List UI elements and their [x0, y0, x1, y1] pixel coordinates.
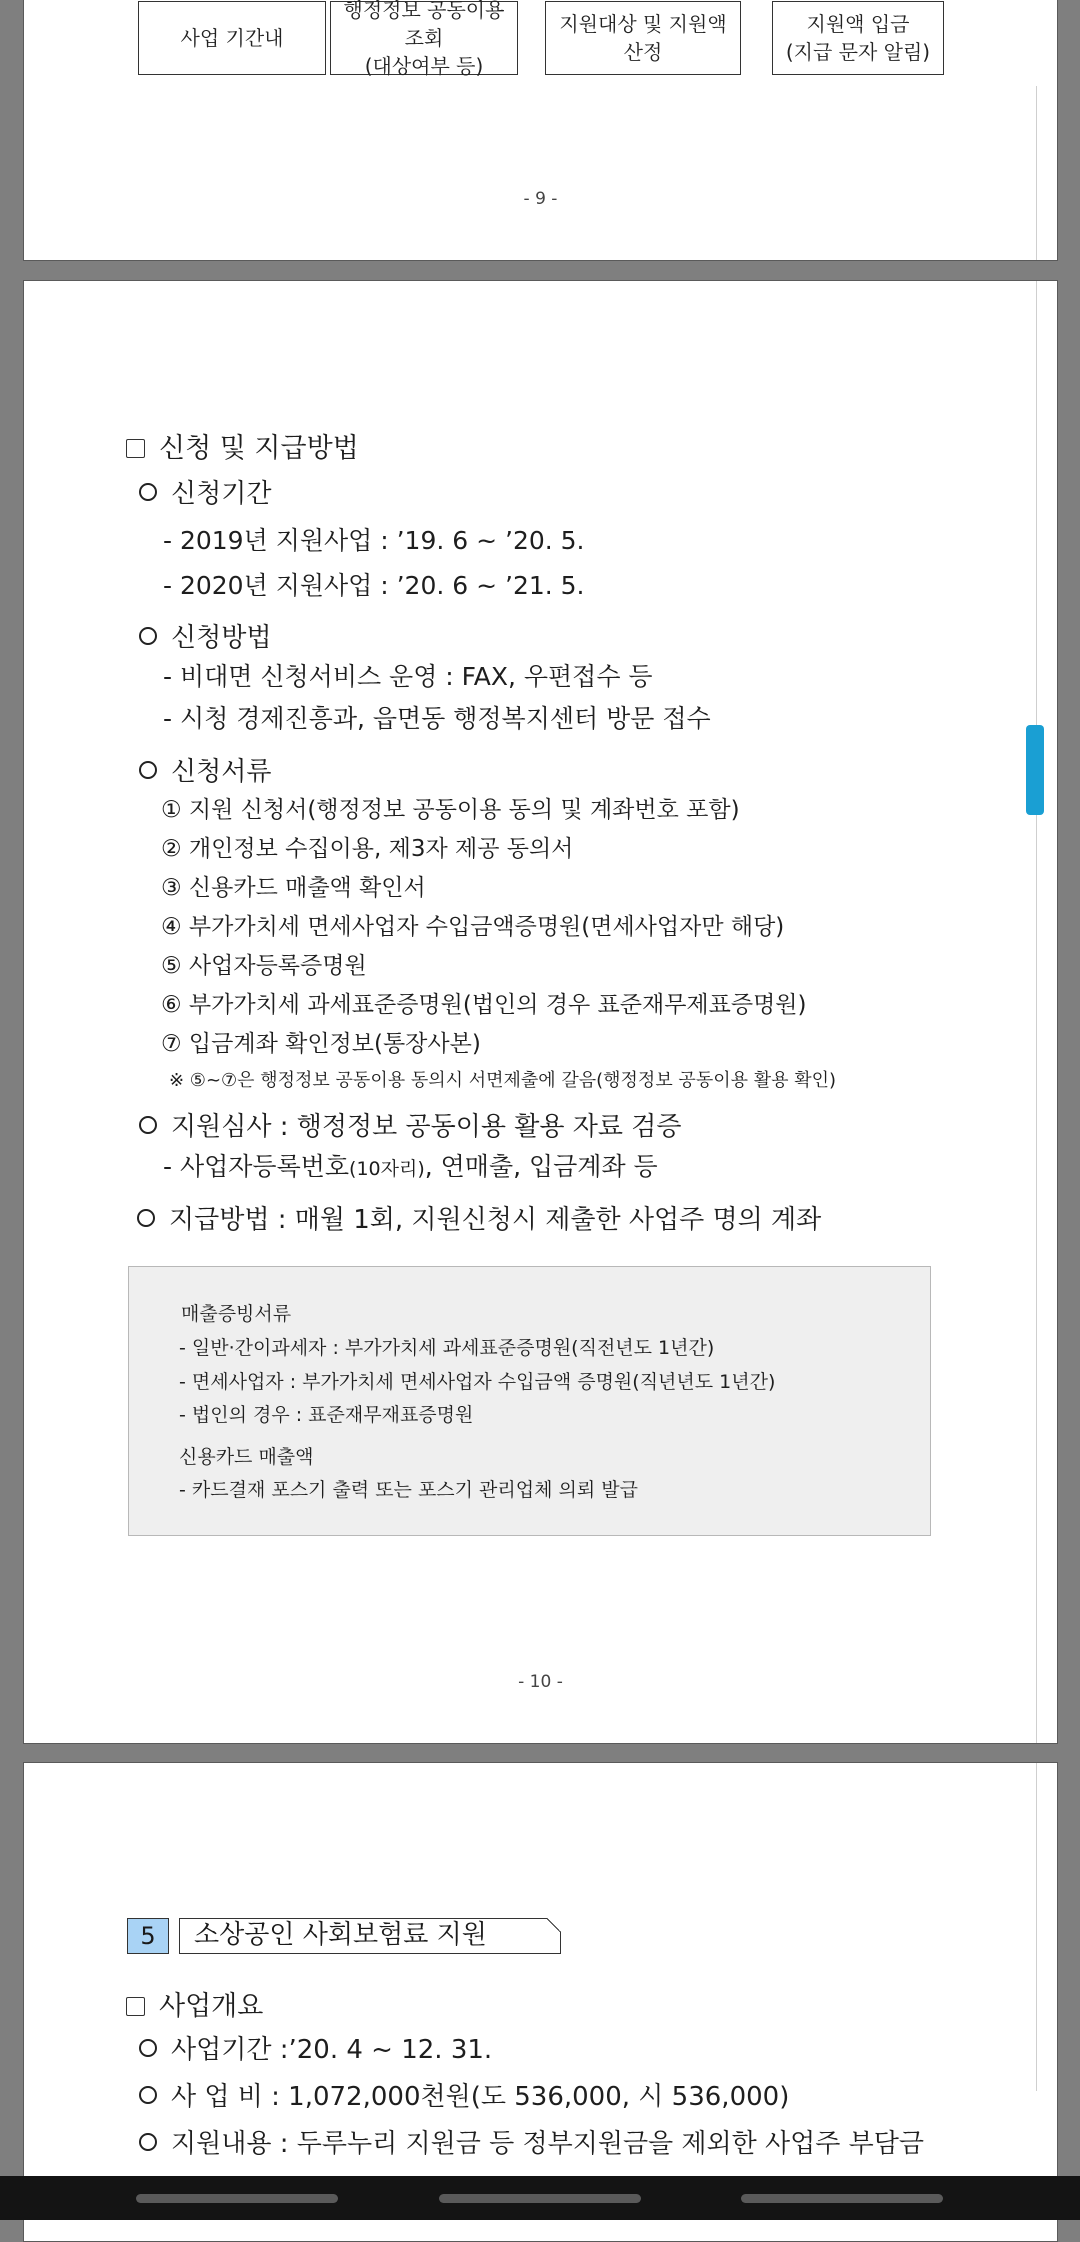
period-item: - 2019년 지원사업 : ’19. 6 ~ ’20. 5. [163, 526, 585, 555]
infobox-title: 매출증빙서류 [181, 1303, 292, 1325]
circle-bullet-icon [137, 1209, 155, 1227]
document-item: ④ 부가가치세 면세사업자 수입금액증명원(면세사업자만 해당) [161, 914, 785, 940]
circle-bullet-icon [139, 1116, 157, 1134]
flow-box-3: 지원대상 및 지원액 산정 [545, 1, 741, 75]
infobox-item: - 법인의 경우 : 표준재무재표증명원 [179, 1404, 474, 1426]
document-item: ⑤ 사업자등록증명원 [161, 953, 367, 979]
nav-back-button[interactable] [741, 2194, 943, 2203]
overview-line: 사 업 비 : 1,072,000천원(도 536,000, 시 536,000) [139, 2076, 789, 2113]
review-heading: 지원심사 : 행정정보 공동이용 활용 자료 검증 [139, 1106, 681, 1143]
documents-heading: 신청서류 [139, 751, 271, 788]
checkbox-square-icon [126, 1997, 145, 2016]
nav-home-button[interactable] [439, 2194, 641, 2203]
document-item: ⑥ 부가가치세 과세표준증명원(법인의 경우 표준재무제표증명원) [161, 992, 807, 1018]
flow-box-4: 지원액 입금 (지급 문자 알림) [772, 1, 944, 75]
document-page-10 [23, 280, 1058, 1744]
overview-line: 지원내용 : 두루누리 지원금 등 정부지원금을 제외한 사업주 부담금 [139, 2123, 924, 2160]
document-page-11 [23, 1762, 1058, 2242]
page-margin-rule [1036, 281, 1037, 1744]
checkbox-square-icon [126, 439, 145, 458]
method-item: - 비대면 신청서비스 운영 : FAX, 우편접수 등 [163, 662, 653, 691]
period-heading: 신청기간 [139, 473, 271, 510]
page-number: - 9 - [523, 189, 558, 209]
document-item: ③ 신용카드 매출액 확인서 [161, 875, 426, 901]
section-number-badge: 5 [127, 1918, 169, 1954]
document-item: ① 지원 신청서(행정정보 공동이용 동의 및 계좌번호 포함) [161, 797, 740, 823]
scrollbar-thumb[interactable] [1026, 725, 1044, 815]
section-title: 소상공인 사회보험료 지원 [194, 1920, 487, 1950]
folded-corner-icon [547, 1918, 561, 1932]
circle-bullet-icon [139, 761, 157, 779]
section-title-box [179, 1918, 561, 1954]
page-margin-rule [1036, 86, 1037, 261]
document-item: ⑦ 입금계좌 확인정보(통장사본) [161, 1031, 481, 1057]
review-item: - 사업자등록번호(10자리), 연매출, 입금계좌 등 [163, 1152, 658, 1181]
infobox-item: - 면세사업자 : 부가가치세 면세사업자 수입금액 증명원(직년년도 1년간) [179, 1371, 776, 1393]
overview-heading: 사업개요 [126, 1984, 263, 2023]
nav-recent-button[interactable] [136, 2194, 338, 2203]
method-item: - 시청 경제진흥과, 읍면동 행정복지센터 방문 접수 [163, 704, 711, 733]
documents-note: ※ ⑤~⑦은 행정정보 공동이용 동의시 서면제출에 갈음(행정정보 공동이용 활용 확인) [169, 1070, 837, 1091]
period-item: - 2020년 지원사업 : ’20. 6 ~ ’21. 5. [163, 571, 585, 600]
circle-bullet-icon [139, 2086, 157, 2104]
evidence-info-box [128, 1266, 931, 1536]
infobox-item: - 카드결재 포스기 출력 또는 포스기 관리업체 의뢰 발급 [179, 1479, 638, 1501]
infobox-item: - 일반·간이과세자 : 부가가치세 과세표준증명원(직전년도 1년간) [179, 1337, 715, 1359]
page-margin-rule [1036, 1763, 1037, 2091]
document-page-9 [23, 0, 1058, 261]
circle-bullet-icon [139, 2133, 157, 2151]
circle-bullet-icon [139, 627, 157, 645]
circle-bullet-icon [139, 483, 157, 501]
infobox-title: 신용카드 매출액 [179, 1446, 314, 1468]
page-number: - 10 - [518, 1672, 563, 1692]
document-item: ② 개인정보 수집이용, 제3자 제공 동의서 [161, 836, 574, 862]
flow-box-2: 행정정보 공동이용 조회 (대상여부 등) [330, 1, 518, 75]
section-heading: 신청 및 지급방법 [126, 426, 359, 465]
overview-line: 사업기간 :’20. 4 ~ 12. 31. [139, 2029, 492, 2066]
method-heading: 신청방법 [139, 617, 271, 654]
flow-box-1: 사업 기간내 [138, 1, 326, 75]
system-navigation-bar [0, 2176, 1080, 2220]
payment-heading: 지급방법 : 매월 1회, 지원신청시 제출한 사업주 명의 계좌 [137, 1199, 821, 1236]
circle-bullet-icon [139, 2039, 157, 2057]
